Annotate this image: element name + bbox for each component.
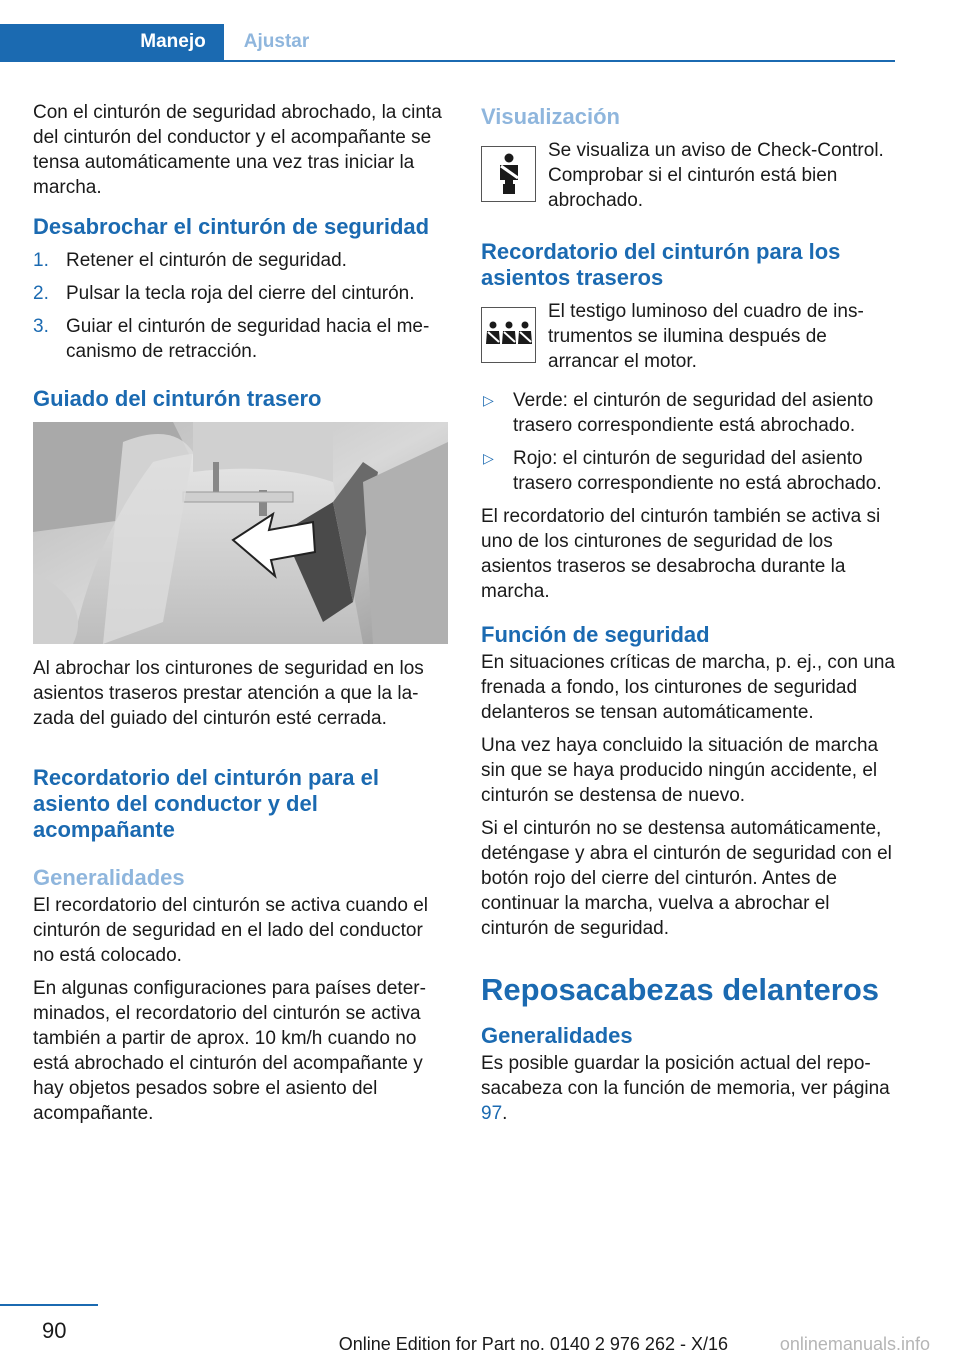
safety-heading: Función de seguridad bbox=[481, 622, 710, 647]
step-item bbox=[33, 248, 448, 273]
header-tabbar bbox=[0, 24, 895, 62]
step-number: 2. bbox=[33, 283, 49, 304]
rear-reminder-paragraph-2: El recordatorio del cinturón también se activa si uno de los cinturones de seguridad de los asientos traseros se desabrocha durante la marcha. bbox=[481, 506, 881, 602]
bullet-text: Rojo: el cinturón de seguridad del asiento trasero correspondiente no está abrochado. bbox=[513, 448, 882, 494]
right-column bbox=[481, 100, 896, 1134]
triangle-bullet-icon: ▷ bbox=[483, 450, 494, 466]
safety-paragraph-2: Una vez haya concluido la situación de marcha sin que se haya producido ningún accidente, el cinturón se destensa de nuevo. bbox=[481, 735, 879, 806]
headrest-heading: Reposacabezas delanteros bbox=[481, 972, 880, 1007]
rear-belt-guide-photo bbox=[33, 422, 448, 644]
rear-guide-heading: Guiado del cinturón trasero bbox=[33, 386, 322, 411]
seatbelt-warning-icon bbox=[481, 146, 536, 202]
rear-seat-illustration bbox=[33, 422, 448, 644]
page-number: 90 bbox=[42, 1318, 67, 1343]
tab-manejo[interactable]: Manejo bbox=[122, 24, 224, 60]
display-icon-row bbox=[481, 138, 896, 213]
step-text: Pulsar la tecla roja del cierre del cinturón. bbox=[66, 283, 415, 304]
step-number: 3. bbox=[33, 316, 49, 337]
headrest-general-heading: Generalidades bbox=[481, 1023, 633, 1048]
step-text: Retener el cinturón de seguridad. bbox=[66, 250, 347, 271]
unbuckle-steps bbox=[33, 248, 448, 364]
headrest-text: Es posible guardar la posición actual del reposacabeza con la función de memoria, ver página bbox=[481, 1053, 890, 1099]
rear-reminder-text: El testigo luminoso del cuadro de instrumentos se ilumina después de arrancar el motor. bbox=[548, 301, 864, 372]
intro-paragraph: Con el cinturón de seguridad abrochado, la cinta del cinturón del conductor y el acompañante se tensa automáticamente una vez tras iniciar la marcha. bbox=[33, 102, 442, 198]
bullet-item-red bbox=[481, 446, 896, 496]
reminder-heading: Recordatorio del cinturón para el asiento del conductor y del acompañante bbox=[33, 765, 379, 842]
step-item bbox=[33, 314, 448, 364]
safety-paragraph-3: Si el cinturón no se destensa automáticamente, deténgase y abra el cinturón de seguridad con el botón rojo del cierre del cinturón. Antes de continuar la marcha, vuelva a abrochar el cinturón de seguridad. bbox=[481, 818, 892, 939]
watermark: onlinemanuals.info bbox=[779, 1334, 930, 1354]
headrest-paragraph bbox=[481, 1051, 896, 1126]
display-heading: Visualización bbox=[481, 104, 620, 129]
unbuckle-heading: Desabrochar el cinturón de seguridad bbox=[33, 214, 430, 239]
rear-seatbelt-status-icon bbox=[481, 307, 536, 363]
safety-paragraph-1: En situaciones críticas de marcha, p. ej., con una frenada a fondo, los cinturones de seguridad delanteros se tensan automáticamente. bbox=[481, 652, 895, 723]
generalidades-heading: Generalidades bbox=[33, 865, 185, 890]
general-paragraph-2: En algunas configuraciones para países determinados, el recordatorio del cinturón se activa también a partir de aprox. 10 km/h cuando no está abrochado el cinturón del acompañante y hay objetos pesados sobre el asiento del acompañante. bbox=[33, 978, 426, 1124]
rear-guide-paragraph: Al abrochar los cinturones de seguridad en los asientos traseros prestar atención a que la lazada del guiado del cinturón esté cerrada. bbox=[33, 658, 424, 729]
header-strip bbox=[0, 24, 122, 60]
step-text: Guiar el cinturón de seguridad hacia el mecanismo de retracción. bbox=[66, 316, 430, 362]
edition-text: Online Edition for Part no. 0140 2 976 262 - X/16 bbox=[338, 1334, 728, 1354]
headrest-text-end: . bbox=[502, 1103, 508, 1124]
rear-reminder-heading: Recordatorio del cinturón para los asientos traseros bbox=[481, 239, 841, 290]
left-column bbox=[33, 100, 448, 1134]
rear-reminder-icon-row bbox=[481, 299, 896, 374]
step-item bbox=[33, 281, 448, 306]
step-number: 1. bbox=[33, 250, 49, 271]
page-reference-link[interactable]: 97 bbox=[481, 1103, 503, 1124]
bullet-text: Verde: el cinturón de seguridad del asiento trasero correspondiente está abrochado. bbox=[513, 390, 874, 436]
bullet-item-green bbox=[481, 388, 896, 438]
footer-rule bbox=[0, 1304, 98, 1306]
triangle-bullet-icon: ▷ bbox=[483, 392, 494, 408]
display-text: Se visualiza un aviso de Check-Control. Comprobar si el cinturón está bien abrochado. bbox=[548, 140, 884, 211]
status-bullets bbox=[481, 388, 896, 496]
general-paragraph-1: El recordatorio del cinturón se activa cuando el cinturón de seguridad en el lado del conductor no está colocado. bbox=[33, 895, 429, 966]
tab-ajustar[interactable]: Ajustar bbox=[243, 31, 310, 52]
